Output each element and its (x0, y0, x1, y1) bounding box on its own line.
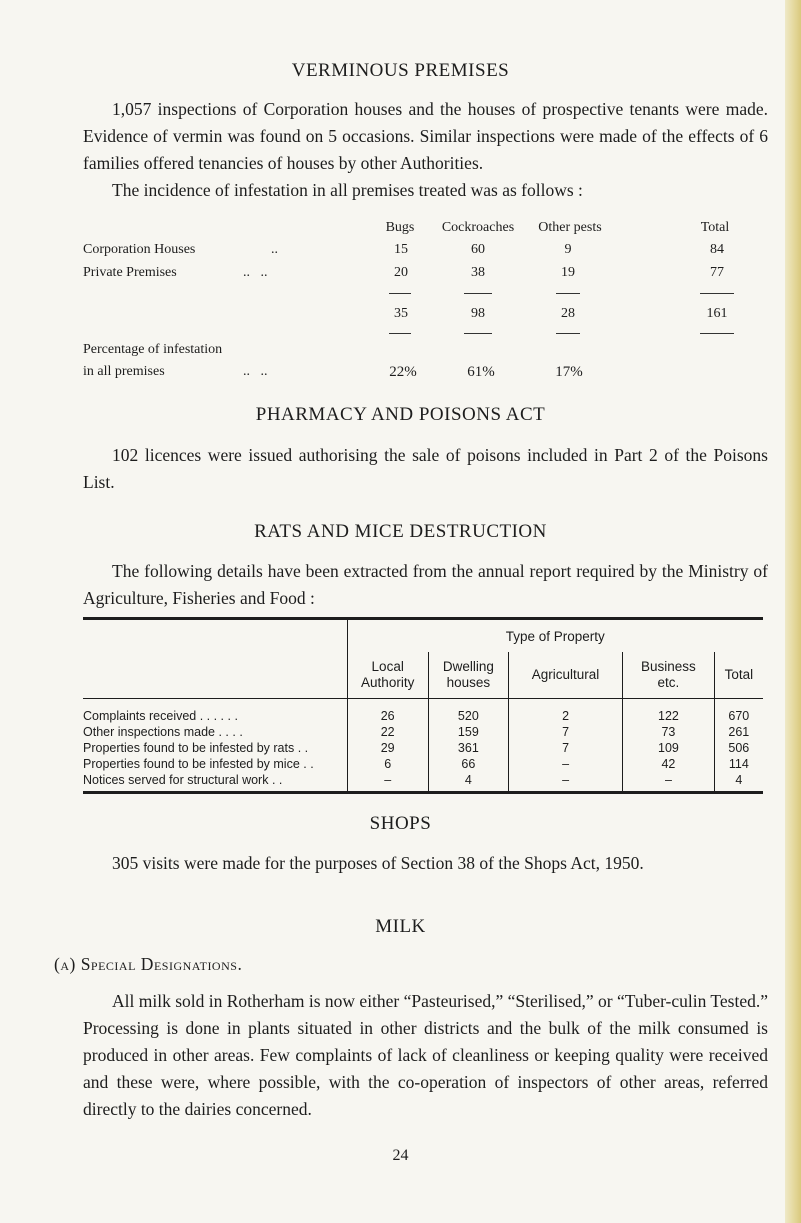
cell-dwelling-houses: 159 (428, 724, 508, 740)
table-row (83, 740, 763, 756)
verminous-para-1: 1,057 inspections of Corporation houses and the houses of prospective tenants were made. Evidence of vermin was found on 5 occasions. Similar inspections were made of the effects of 6 families offered tenancies of houses by other Authorities. (83, 99, 768, 173)
sum-rule (700, 333, 734, 334)
pct-bugs: 22% (389, 364, 417, 380)
row-label: Private Premises (83, 265, 177, 280)
sum-rule (700, 293, 734, 294)
col-header-dwelling-houses: Dwelling houses (428, 652, 508, 699)
sum-rule (556, 333, 580, 334)
cell-dwelling-houses: 4 (428, 772, 508, 793)
cell-total: 77 (710, 265, 724, 280)
pct-other-pests: 17% (555, 364, 583, 380)
cell-agricultural: 7 (508, 724, 622, 740)
cell-agricultural: 7 (508, 740, 622, 756)
cell-dwelling-houses: 520 (428, 699, 508, 725)
cell-total: 670 (714, 699, 763, 725)
cell-local-authority: 22 (347, 724, 428, 740)
cell-business: – (623, 772, 714, 793)
row-label: Notices served for structural work . . (83, 772, 347, 793)
cell-business: 109 (623, 740, 714, 756)
cell-local-authority: 26 (347, 699, 428, 725)
row-label: Corporation Houses (83, 242, 196, 257)
pct-label-line-1: Percentage of infestation (83, 342, 223, 357)
rats-mice-table (83, 617, 763, 794)
col-header-local-authority: Local Authority (347, 652, 428, 699)
cell-cockroaches: 60 (471, 242, 485, 257)
total-total: 161 (706, 306, 728, 321)
cell-bugs: 15 (394, 242, 408, 257)
cell-business: 42 (623, 756, 714, 772)
total-other-pests: 28 (561, 306, 575, 321)
cell-agricultural: 2 (508, 699, 622, 725)
cell-total: 506 (714, 740, 763, 756)
blank-header (83, 652, 347, 699)
pharmacy-title: PHARMACY AND POISONS ACT (255, 404, 546, 425)
verminous-title: VERMINOUS PREMISES (291, 60, 510, 81)
total-cockroaches: 98 (471, 306, 485, 321)
type-of-property-header: Type of Property (347, 619, 763, 653)
col-header-bugs: Bugs (385, 220, 415, 235)
shops-title: SHOPS (369, 813, 432, 834)
cell-dwelling-houses: 66 (428, 756, 508, 772)
sum-rule (556, 293, 580, 294)
table-row (83, 724, 763, 740)
col-header-total: Total (700, 220, 730, 235)
table-subheader-row (83, 652, 763, 699)
cell-total: 261 (714, 724, 763, 740)
cell-total: 84 (710, 242, 724, 257)
row-leader: .. (271, 242, 278, 257)
cell-other-pests: 9 (564, 242, 572, 257)
col-header-cockroaches: Cockroaches (441, 220, 515, 235)
table-row (83, 756, 763, 772)
cell-cockroaches: 38 (471, 265, 485, 280)
pct-label-line-2: in all premises (83, 364, 165, 379)
row-label: Complaints received . . . . . . (83, 709, 238, 723)
table-header-row (83, 619, 763, 653)
row-leader: .. .. (243, 265, 268, 280)
verminous-para-2: The incidence of infestation in all premises treated was as follows : (112, 180, 583, 200)
row-leader: .. .. (243, 364, 268, 379)
cell-total: 4 (714, 772, 763, 793)
sum-rule (389, 293, 411, 294)
cell-agricultural: – (508, 772, 622, 793)
col-header-total: Total (714, 652, 763, 699)
rats-title: RATS AND MICE DESTRUCTION (254, 521, 547, 542)
cell-total: 114 (714, 756, 763, 772)
col-header-agricultural: Agricultural (508, 652, 622, 699)
milk-sub-heading: (a) Special Designations. (54, 954, 243, 974)
row-label: Properties found to be infested by mice . . (83, 757, 314, 771)
cell-other-pests: 19 (561, 265, 575, 280)
rats-para: The following details have been extracted from the annual report required by the Ministry of Agriculture, Fisheries and Food : (83, 561, 768, 608)
cell-business: 122 (623, 699, 714, 725)
table-row (83, 772, 763, 793)
milk-title: MILK (375, 916, 426, 937)
sum-rule (464, 293, 492, 294)
infestation-table (83, 217, 763, 387)
cell-bugs: 20 (394, 265, 408, 280)
pharmacy-para: 102 licences were issued authorising the sale of poisons included in Part 2 of the Poisons List. (83, 445, 768, 492)
cell-local-authority: – (347, 772, 428, 793)
cell-local-authority: 29 (347, 740, 428, 756)
cell-business: 73 (623, 724, 714, 740)
page-number: 24 (392, 1147, 409, 1164)
table-row (83, 699, 763, 725)
cell-agricultural: – (508, 756, 622, 772)
col-header-business: Business etc. (623, 652, 714, 699)
page-edge (785, 0, 801, 1223)
shops-para: 305 visits were made for the purposes of Section 38 of the Shops Act, 1950. (112, 853, 644, 873)
sum-rule (389, 333, 411, 334)
cell-dwelling-houses: 361 (428, 740, 508, 756)
cell-local-authority: 6 (347, 756, 428, 772)
blank-header (83, 619, 347, 653)
pct-cockroaches: 61% (467, 364, 495, 380)
col-header-other-pests: Other pests (538, 220, 602, 235)
row-label: Properties found to be infested by rats . . (83, 741, 309, 755)
sum-rule (464, 333, 492, 334)
total-bugs: 35 (394, 306, 408, 321)
row-label: Other inspections made . . . . (83, 725, 243, 739)
milk-para: All milk sold in Rotherham is now either “Pasteurised,” “Sterilised,” or “Tuber-culin Tested.” Processing is done in plants situated in other districts and the bulk of the milk consumed is produced in other areas. Few complaints of lack of cleanliness or keeping quality were received and these were, where possible, with the co-operation of inspectors of other areas, referred directly to the dairies concerned. (83, 991, 769, 1119)
